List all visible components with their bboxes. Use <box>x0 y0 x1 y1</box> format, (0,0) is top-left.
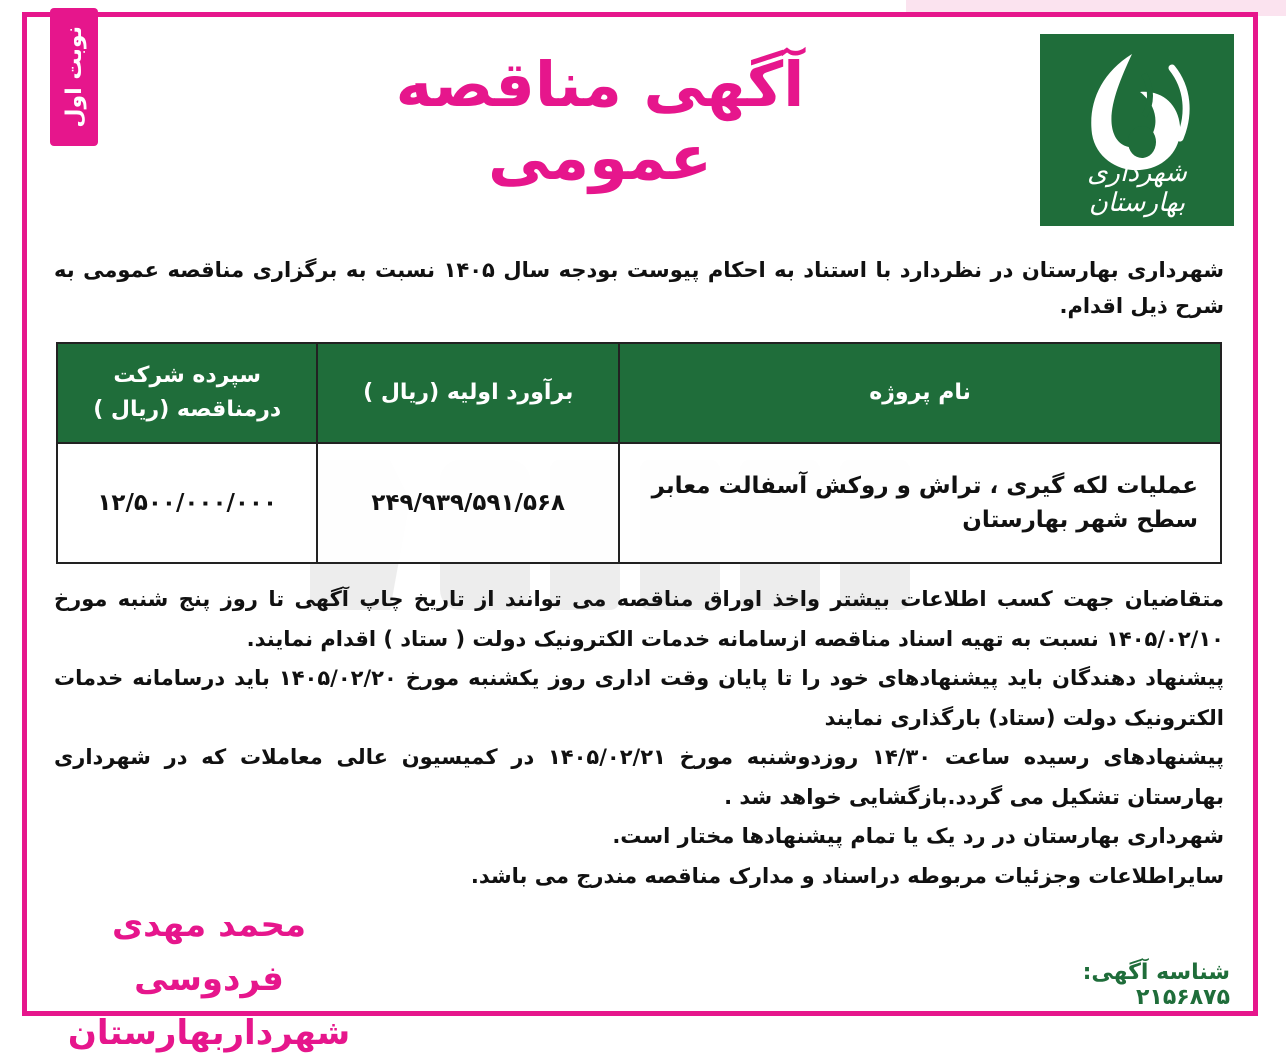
signature-name: محمد مهدی فردوسی <box>111 905 307 999</box>
paragraph-opening: پیشنهادهای رسیده ساعت ۱۴/۳۰ روزدوشنبه مورخ ۱۴۰۵/۰۲/۲۱ در کمیسیون عالی معاملات که در شهرداری بهارستان تشکیل می گردد.بازگشایی خواهد شد . <box>54 745 1224 809</box>
municipality-logo <box>1040 34 1234 226</box>
cell-project: عملیات لکه گیری ، تراش و روکش آسفالت معابر سطح شهر بهارستان <box>619 443 1221 563</box>
cell-estimate: ۲۴۹/۹۳۹/۵۹۱/۵۶۸ <box>317 443 619 563</box>
paragraph-document-purchase: متقاضیان جهت کسب اطلاعات بیشتر واخذ اوراق مناقصه می توانند از تاریخ چاپ آگهی تا روز پنج شنبه مورخ ۱۴۰۵/۰۲/۱۰ نسبت به تهیه اسناد مناقصه ازسامانه خدمات الکترونیک دولت ( ستاد ) اقدام نمایند. <box>54 587 1224 651</box>
paragraph-rejection-right: شهرداری بهارستان در رد یک یا تمام پیشنهادها مختار است. <box>612 824 1224 848</box>
tender-table <box>56 342 1222 564</box>
round-badge-label: نوبت اول <box>61 26 87 128</box>
signature-role: شهرداربهارستان <box>67 1013 351 1053</box>
notice-title: آگهی مناقصه عمومی <box>395 48 805 194</box>
table-row <box>57 443 1221 563</box>
cell-deposit: ۱۲/۵۰۰/۰۰۰/۰۰۰ <box>57 443 317 563</box>
paragraph-more-info: سایراطلاعات وجزئیات مربوطه دراسناد و مدارک مناقصه مندرج می باشد. <box>470 863 1224 888</box>
paragraph-submission-deadline: پیشنهاد دهندگان باید پیشنهادهای خود را تا پایان وقت اداری روز یکشنبه مورخ ۱۴۰۵/۰۲/۲۰ باید درسامانه خدمات الکترونیک دولت (ستاد) بارگذاری نمایند <box>54 666 1224 730</box>
header-project: نام پروژه <box>619 343 1221 443</box>
round-badge <box>50 8 98 146</box>
intro-text: شهرداری بهارستان در نظردارد با استناد به احکام پیوست بودجه سال ۱۴۰۵ نسبت به برگزاری مناقصه عمومی به شرح ذیل اقدام. <box>54 258 1225 318</box>
table-header-row <box>57 343 1221 443</box>
notice-body <box>54 580 1224 896</box>
signature-block <box>44 898 374 1060</box>
ad-identifier: شناسه آگهی: ۲۱۵۶۸۷۵ <box>1082 960 1230 1010</box>
logo-caption: شهرداری بهارستان <box>1087 158 1187 218</box>
header-estimate: برآورد اولیه (ریال ) <box>317 343 619 443</box>
header-deposit: سپرده شرکت درمناقصه (ریال ) <box>57 343 317 443</box>
